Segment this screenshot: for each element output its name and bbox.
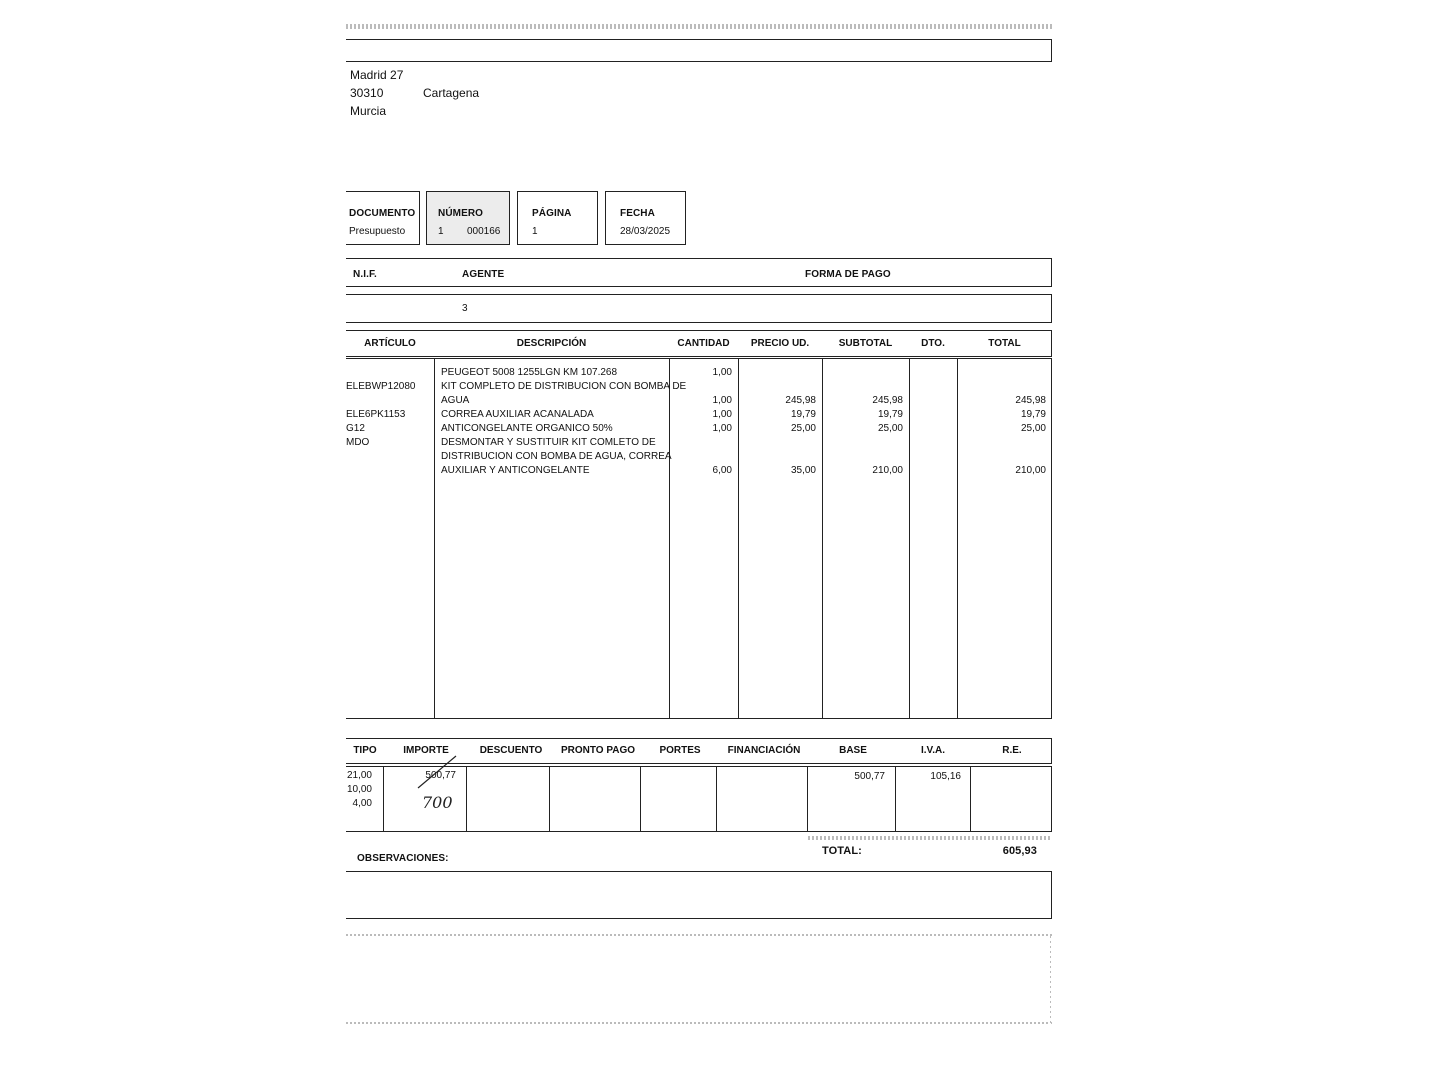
row-descripcion: AGUA xyxy=(441,395,470,406)
totals-col-divider xyxy=(549,766,550,832)
pronto-pago-header: PRONTO PAGO xyxy=(560,745,636,756)
row-descripcion: CORREA AUXILIAR ACANALADA xyxy=(441,409,594,420)
row-cantidad: 6,00 xyxy=(712,465,732,476)
items-col-divider xyxy=(957,358,958,719)
pagina-value: 1 xyxy=(532,226,538,237)
row-precio: 19,79 xyxy=(790,409,816,420)
numero-serie: 1 xyxy=(438,226,444,237)
row-subtotal: 210,00 xyxy=(872,465,903,476)
row-precio: 35,00 xyxy=(790,465,816,476)
descuento-header: DESCUENTO xyxy=(479,745,543,756)
totals-col-divider xyxy=(716,766,717,832)
address-city: Cartagena xyxy=(423,86,480,100)
pagina-box xyxy=(517,191,598,245)
row-subtotal: 25,00 xyxy=(877,423,903,434)
row-descripcion: ANTICONGELANTE ORGANICO 50% xyxy=(441,423,613,434)
importe-value: 500,77 xyxy=(425,770,456,781)
handwritten-check-icon xyxy=(414,752,460,792)
financiacion-header: FINANCIACIÓN xyxy=(727,745,801,756)
importe-header: IMPORTE xyxy=(403,745,449,756)
tipo-header: TIPO xyxy=(353,745,377,756)
row-total: 210,00 xyxy=(1015,465,1046,476)
col-descripcion-header: DESCRIPCIÓN xyxy=(516,338,587,349)
items-col-divider xyxy=(822,358,823,719)
col-subtotal-header: SUBTOTAL xyxy=(838,338,893,349)
totals-col-divider xyxy=(970,766,971,832)
row-precio: 245,98 xyxy=(785,395,816,406)
totals-col-divider xyxy=(466,766,467,832)
row-cantidad: 1,00 xyxy=(712,409,732,420)
iva-value: 105,16 xyxy=(930,771,961,782)
tipo-value: 21,00 xyxy=(346,770,372,781)
observaciones-label: OBSERVACIONES: xyxy=(357,853,449,864)
row-articulo: ELEBWP12080 xyxy=(346,381,416,392)
address-province: Murcia xyxy=(350,104,387,118)
row-descripcion: DESMONTAR Y SUSTITUIR KIT COMLETO DE xyxy=(441,437,656,448)
row-articulo: MDO xyxy=(346,437,370,448)
base-value: 500,77 xyxy=(854,771,885,782)
row-descripcion: PEUGEOT 5008 1255LGN KM 107.268 xyxy=(441,367,618,378)
total-value: 605,93 xyxy=(1002,845,1037,857)
row-total: 19,79 xyxy=(1020,409,1046,420)
items-col-divider xyxy=(669,358,670,719)
row-descripcion: AUXILIAR Y ANTICONGELANTE xyxy=(441,465,590,476)
totals-col-divider xyxy=(383,766,384,832)
row-total: 245,98 xyxy=(1015,395,1046,406)
tipo-value: 10,00 xyxy=(346,784,372,795)
nif-label: N.I.F. xyxy=(353,269,377,280)
scan-edge-bottom xyxy=(346,934,1052,936)
client-values-row xyxy=(346,294,1052,323)
col-total-header: TOTAL xyxy=(988,338,1021,349)
documento-label: DOCUMENTO xyxy=(349,208,416,219)
col-cantidad-header: CANTIDAD xyxy=(677,338,730,349)
handwritten-note: 700 xyxy=(422,793,453,812)
row-articulo: G12 xyxy=(346,423,365,434)
totals-col-divider xyxy=(895,766,896,832)
documento-box xyxy=(346,191,420,245)
portes-header: PORTES xyxy=(659,745,701,756)
forma-pago-label: FORMA DE PAGO xyxy=(805,269,891,280)
observaciones-box xyxy=(346,871,1052,919)
items-col-divider xyxy=(909,358,910,719)
address-street: Madrid 27 xyxy=(350,68,404,82)
numero-box xyxy=(426,191,510,245)
address-postal-code: 30310 xyxy=(350,86,384,100)
row-descripcion: KIT COMPLETO DE DISTRIBUCION CON BOMBA DE xyxy=(441,381,687,392)
col-articulo-header: ARTÍCULO xyxy=(364,338,416,349)
total-dotted-line xyxy=(808,836,1052,840)
fecha-value: 28/03/2025 xyxy=(620,226,671,237)
items-header-row xyxy=(346,330,1052,357)
tipo-value: 4,00 xyxy=(352,798,372,809)
row-cantidad: 1,00 xyxy=(712,423,732,434)
row-subtotal: 19,79 xyxy=(877,409,903,420)
row-precio: 25,00 xyxy=(790,423,816,434)
row-descripcion: DISTRIBUCION CON BOMBA DE AGUA, CORREA xyxy=(441,451,672,462)
totals-col-divider xyxy=(807,766,808,832)
fecha-box xyxy=(605,191,686,245)
row-cantidad: 1,00 xyxy=(712,367,732,378)
numero-label: NÚMERO xyxy=(438,208,484,219)
scan-edge-bottom xyxy=(346,1022,1052,1024)
documento-value: Presupuesto xyxy=(349,226,406,237)
fecha-label: FECHA xyxy=(620,208,655,219)
re-header: R.E. xyxy=(1002,745,1022,756)
numero-value: 000166 xyxy=(467,226,501,237)
col-precio-header: PRECIO UD. xyxy=(750,338,810,349)
items-col-divider xyxy=(434,358,435,719)
header-empty-box xyxy=(346,39,1052,62)
row-cantidad: 1,00 xyxy=(712,395,732,406)
items-col-divider xyxy=(738,358,739,719)
scan-edge-top xyxy=(346,24,1052,29)
pagina-label: PÁGINA xyxy=(532,208,572,219)
row-total: 25,00 xyxy=(1020,423,1046,434)
agente-label: AGENTE xyxy=(462,269,505,280)
row-subtotal: 245,98 xyxy=(872,395,903,406)
col-dto-header: DTO. xyxy=(921,338,945,349)
client-header-row xyxy=(346,258,1052,287)
agente-value: 3 xyxy=(462,303,468,314)
row-articulo: ELE6PK1153 xyxy=(346,409,406,420)
base-header: BASE xyxy=(839,745,867,756)
total-label: TOTAL: xyxy=(822,845,862,857)
iva-header: I.V.A. xyxy=(920,745,946,756)
totals-col-divider xyxy=(640,766,641,832)
scan-edge-right xyxy=(1050,936,1051,1024)
